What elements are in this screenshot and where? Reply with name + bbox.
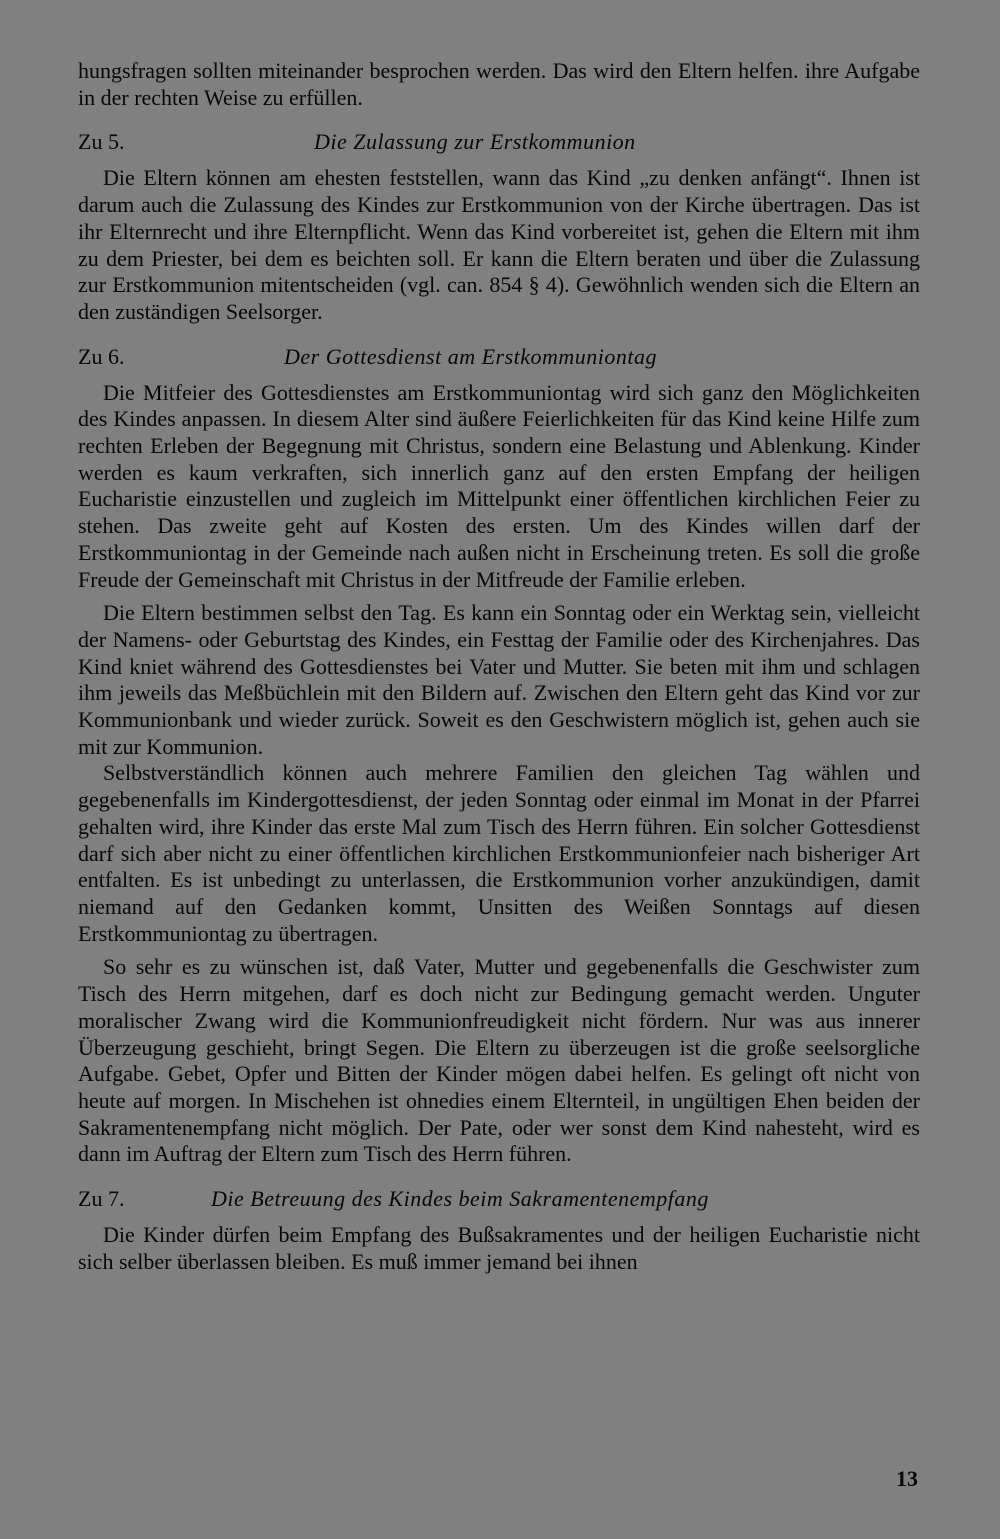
body-paragraph: Die Eltern bestimmen selbst den Tag. Es kann ein Sonntag oder ein Werktag sein, vielleicht der Namens- oder Geburtstag des Kindes, ein Festtag der Familie oder des Kirchenjahres. Das Kind kniet während des Gottesdienstes bei Vater und Mutter. Sie beten mit ihm und schlagen ihm jeweils das Meßbüchlein mit den Bildern auf. Zwischen den Eltern geht das Kind vor zur Kommunionbank und wieder zurück. Soweit es den Geschwistern möglich ist, gehen auch sie mit zur Kommunion.	[78, 600, 920, 759]
section-heading-6	[78, 344, 920, 371]
body-paragraph: Selbstverständlich können auch mehrere Familien den gleichen Tag wählen und gegebenenfalls im Kindergottesdienst, der jeden Sonntag oder einmal im Monat in der Pfarrei gehalten wird, ihre Kinder das erste Mal zum Tisch des Herrn führen. Ein solcher Gottesdienst darf sich aber nicht zu einer öffentlichen kirchlichen Erstkommunionfeier nach bisheriger Art entfalten. Es ist unbedingt zu unterlassen, die Erstkommunion vorher anzukündigen, damit niemand auf den Gedanken kommt, Unsitten des Weißen Sonntags auf diesen Erstkommuniontag zu übertragen.	[78, 760, 920, 946]
section-title: Die Zulassung zur Erstkommunion	[314, 129, 636, 155]
body-paragraph: Die Kinder dürfen beim Empfang des Bußsakramentes und der heiligen Eucharistie nicht sich selber überlassen bleiben. Es muß immer jemand bei ihnen	[78, 1222, 920, 1274]
page-number: 13	[896, 1466, 918, 1491]
document-page	[78, 58, 920, 1275]
section-title: Die Betreuung des Kindes beim Sakramentenempfang	[211, 1186, 709, 1212]
section-title: Der Gottesdienst am Erstkommuniontag	[284, 343, 658, 369]
section-number: Zu 6.	[78, 343, 125, 369]
section-heading-7	[78, 1186, 920, 1213]
section-number: Zu 7.	[78, 1186, 125, 1212]
body-paragraph: So sehr es zu wünschen ist, daß Vater, Mutter und gegebenenfalls die Geschwister zum Tisch des Herrn mitgehen, darf es doch nicht zur Bedingung gemacht werden. Unguter moralischer Zwang wird die Kommunionfreudigkeit nicht fördern. Nur was aus innerer Überzeugung geschieht, bringt Segen. Die Eltern zu überzeugen ist die große seelsorgliche Aufgabe. Gebet, Opfer und Bitten der Kinder mögen dabei helfen. Es gelingt oft nicht von heute auf morgen. In Mischehen ist ohnedies einem Elternteil, in ungültigen Ehen beiden der Sakramentenempfang nicht möglich. Der Pate, oder wer sonst dem Kind nahesteht, wird es dann im Auftrag der Eltern zum Tisch des Herrn führen.	[78, 954, 920, 1167]
body-paragraph: Die Mitfeier des Gottesdienstes am Erstkommuniontag wird sich ganz den Möglichkeiten des Kindes anpassen. In diesem Alter sind äußere Feierlichkeiten für das Kind keine Hilfe zum rechten Erleben der Begegnung mit Christus, sondern eine Belastung und Ablenkung. Kinder werden es kaum verkraften, sich innerlich ganz auf den ersten Empfang der heiligen Eucharistie einzustellen und zugleich im Mittelpunkt einer öffentlichen kirchlichen Feier zu stehen. Das zweite geht auf Kosten des ersten. Um des Kindes willen darf der Erstkommuniontag in der Gemeinde nach außen nicht in Erscheinung treten. Es soll die große Freude der Gemeinschaft mit Christus in der Mitfreude der Familie erleben.	[78, 379, 920, 592]
section-heading-5	[78, 129, 920, 156]
intro-paragraph: hungsfragen sollten miteinander besprochen werden. Das wird den Eltern helfen. ihre Aufgabe in der rechten Weise zu erfüllen.	[78, 58, 920, 110]
body-paragraph: Die Eltern können am ehesten feststellen, wann das Kind „zu denken anfängt“. Ihnen ist darum auch die Zulassung des Kindes zur Erstkommunion von der Kirche übertragen. Das ist ihr Elternrecht und ihre Elternpflicht. Wenn das Kind vorbereitet ist, gehen die Eltern mit ihm zu dem Priester, bei dem es beichten soll. Er kann die Eltern beraten und über die Zulassung zur Erstkommunion mitentscheiden (vgl. can. 854 § 4). Gewöhnlich wenden sich die Eltern an den zuständigen Seelsorger.	[78, 165, 920, 324]
section-number: Zu 5.	[78, 129, 125, 155]
